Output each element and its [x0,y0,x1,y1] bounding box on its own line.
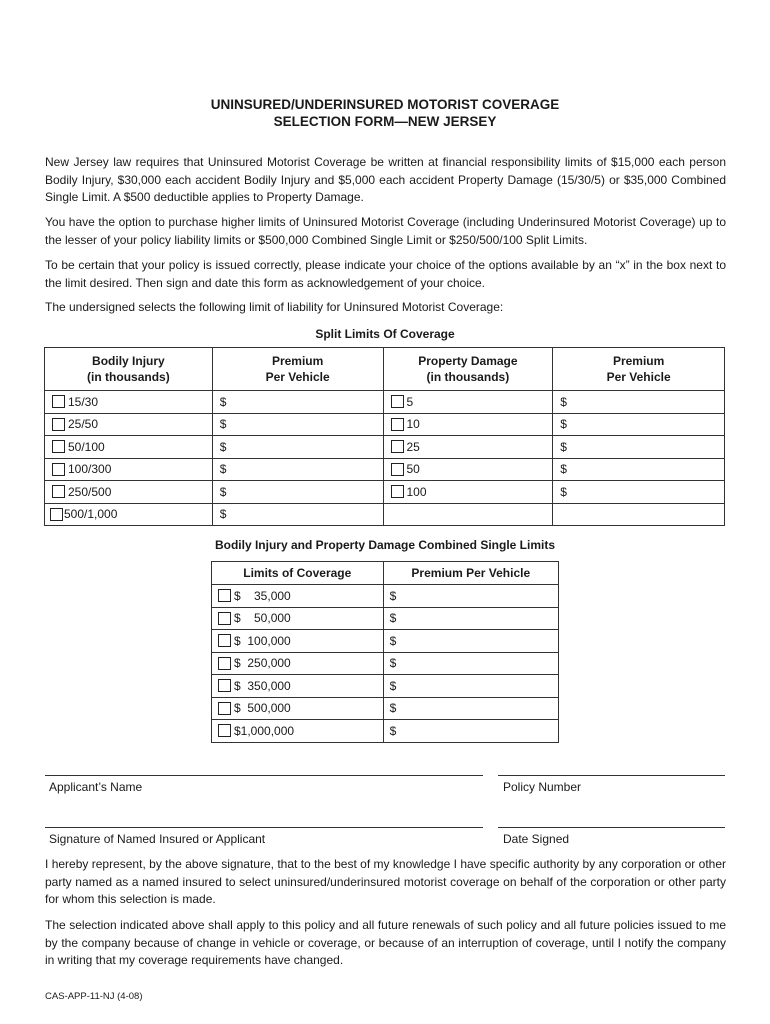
table-row: 100/300 $ 50 $ [45,458,725,481]
checkbox[interactable] [218,634,231,647]
premium-field[interactable]: $ [389,588,397,603]
form-id: CAS-APP-11-NJ (4-08) [45,991,143,1002]
date-signed-line[interactable] [498,827,725,828]
combined-header-row [212,562,559,585]
premium-field[interactable]: $ [219,484,227,499]
checkbox[interactable] [52,440,65,453]
applicant-name-line[interactable] [45,775,483,776]
table-row: $ 50,000 $ [212,607,559,630]
checkbox[interactable] [50,508,63,521]
policy-number-line[interactable] [498,775,725,776]
checkbox[interactable] [52,463,65,476]
split-limits-table [44,347,725,526]
premium-field[interactable]: $ [389,723,397,738]
premium-field[interactable]: $ [560,462,567,477]
checkbox[interactable] [218,702,231,715]
combined-limits-table [211,561,559,743]
checkbox[interactable] [52,485,65,498]
checkbox[interactable] [391,418,404,431]
table-row: $ 35,000 $ [212,585,559,608]
premium-field[interactable]: $ [560,484,567,499]
table-row: $ 250,000 $ [212,652,559,675]
policy-number-label: Policy Number [503,780,582,794]
table-row: 500/1,000 $ [45,503,725,526]
table-row: $ 500,000 $ [212,697,559,720]
intro-paragraph: New Jersey law requires that Uninsured Motorist Coverage be written at financial responsibility limits of $15,000 each person Bodily Injury, $30,000 each accident Bodily Injury and $5,000 each accident Property Damage (15/30/5) or $35,000 Combined Single Limit. A $500 deductible applies to Property Damage. [45,155,726,204]
checkbox[interactable] [391,440,404,453]
split-limits-heading: Split Limits Of Coverage [315,327,455,341]
selection-statement: The undersigned selects the following limit of liability for Uninsured Motorist Coverage: [45,300,504,314]
premium-field[interactable]: $ [219,439,227,454]
checkbox[interactable] [218,724,231,737]
premium-field[interactable]: $ [389,611,397,626]
premium-field[interactable]: $ [389,656,397,671]
form-title-line1: UNINSURED/UNDERINSURED MOTORIST COVERAGE [210,97,560,112]
authority-paragraph: I hereby represent, by the above signature, that to the best of my knowledge I have specific authority by any corporation or other party named as a named insured to select uninsured/underinsured motorist coverage on behalf of the corporation or other party for whom this selection is made. [45,857,726,906]
checkbox[interactable] [218,589,231,602]
checkbox[interactable] [391,463,404,476]
table-row: $1,000,000 $ [212,720,559,743]
combined-limits-heading: Bodily Injury and Property Damage Combined Single Limits [214,538,556,552]
table-row: 15/30 $ 5 $ [45,391,725,414]
split-header-row [45,348,725,391]
table-row: 25/50 $ 10 $ [45,413,725,436]
renewal-paragraph: The selection indicated above shall apply to this policy and all future renewals of such policy and all future policies issued to me by the company because of change in vehicle or coverage, or because of an interruption of coverage, until I notify the company in writing that my coverage requirements have changed. [45,918,726,967]
header-bodily-injury: Bodily Injury (in thousands) [45,348,213,391]
header-premium-per-vehicle: Premium Per Vehicle [383,562,558,585]
table-row: 50/100 $ 25 $ [45,436,725,459]
checkbox[interactable] [52,395,65,408]
instruction-paragraph: To be certain that your policy is issued correctly, please indicate your choice of the options available by an “x” in the box next to the limit desired. Then sign and date this form as acknowledgement of your choice. [45,258,726,290]
premium-field[interactable]: $ [219,417,227,432]
premium-field[interactable]: $ [219,507,227,522]
checkbox[interactable] [218,612,231,625]
header-property-damage: Property Damage (in thousands) [383,348,553,391]
table-row: $ 350,000 $ [212,675,559,698]
header-premium-2: Premium Per Vehicle [553,348,725,391]
premium-field[interactable]: $ [219,394,227,409]
checkbox[interactable] [391,395,404,408]
date-signed-label: Date Signed [503,832,570,846]
table-row: $ 100,000 $ [212,630,559,653]
table-row: 250/500 $ 100 $ [45,481,725,504]
signature-line[interactable] [45,827,483,828]
header-limits-of-coverage: Limits of Coverage [212,562,384,585]
applicant-name-label: Applicant’s Name [49,780,143,794]
checkbox[interactable] [391,485,404,498]
premium-field[interactable]: $ [389,701,397,716]
premium-field[interactable]: $ [219,462,227,477]
checkbox[interactable] [218,657,231,670]
header-premium-1: Premium Per Vehicle [212,348,383,391]
premium-field[interactable]: $ [560,417,567,432]
signature-label: Signature of Named Insured or Applicant [49,832,266,846]
form-title-line2: SELECTION FORM—NEW JERSEY [273,114,497,129]
premium-field[interactable]: $ [389,633,397,648]
premium-field[interactable]: $ [389,678,397,693]
checkbox[interactable] [52,418,65,431]
option-paragraph: You have the option to purchase higher limits of Uninsured Motorist Coverage (including Underinsured Motorist Coverage) up to the lesser of your policy liability limits or $500,000 Combined Single Limit or $250/500/100 Split Limits. [45,215,726,247]
checkbox[interactable] [218,679,231,692]
premium-field[interactable]: $ [560,394,567,409]
premium-field[interactable]: $ [560,439,567,454]
